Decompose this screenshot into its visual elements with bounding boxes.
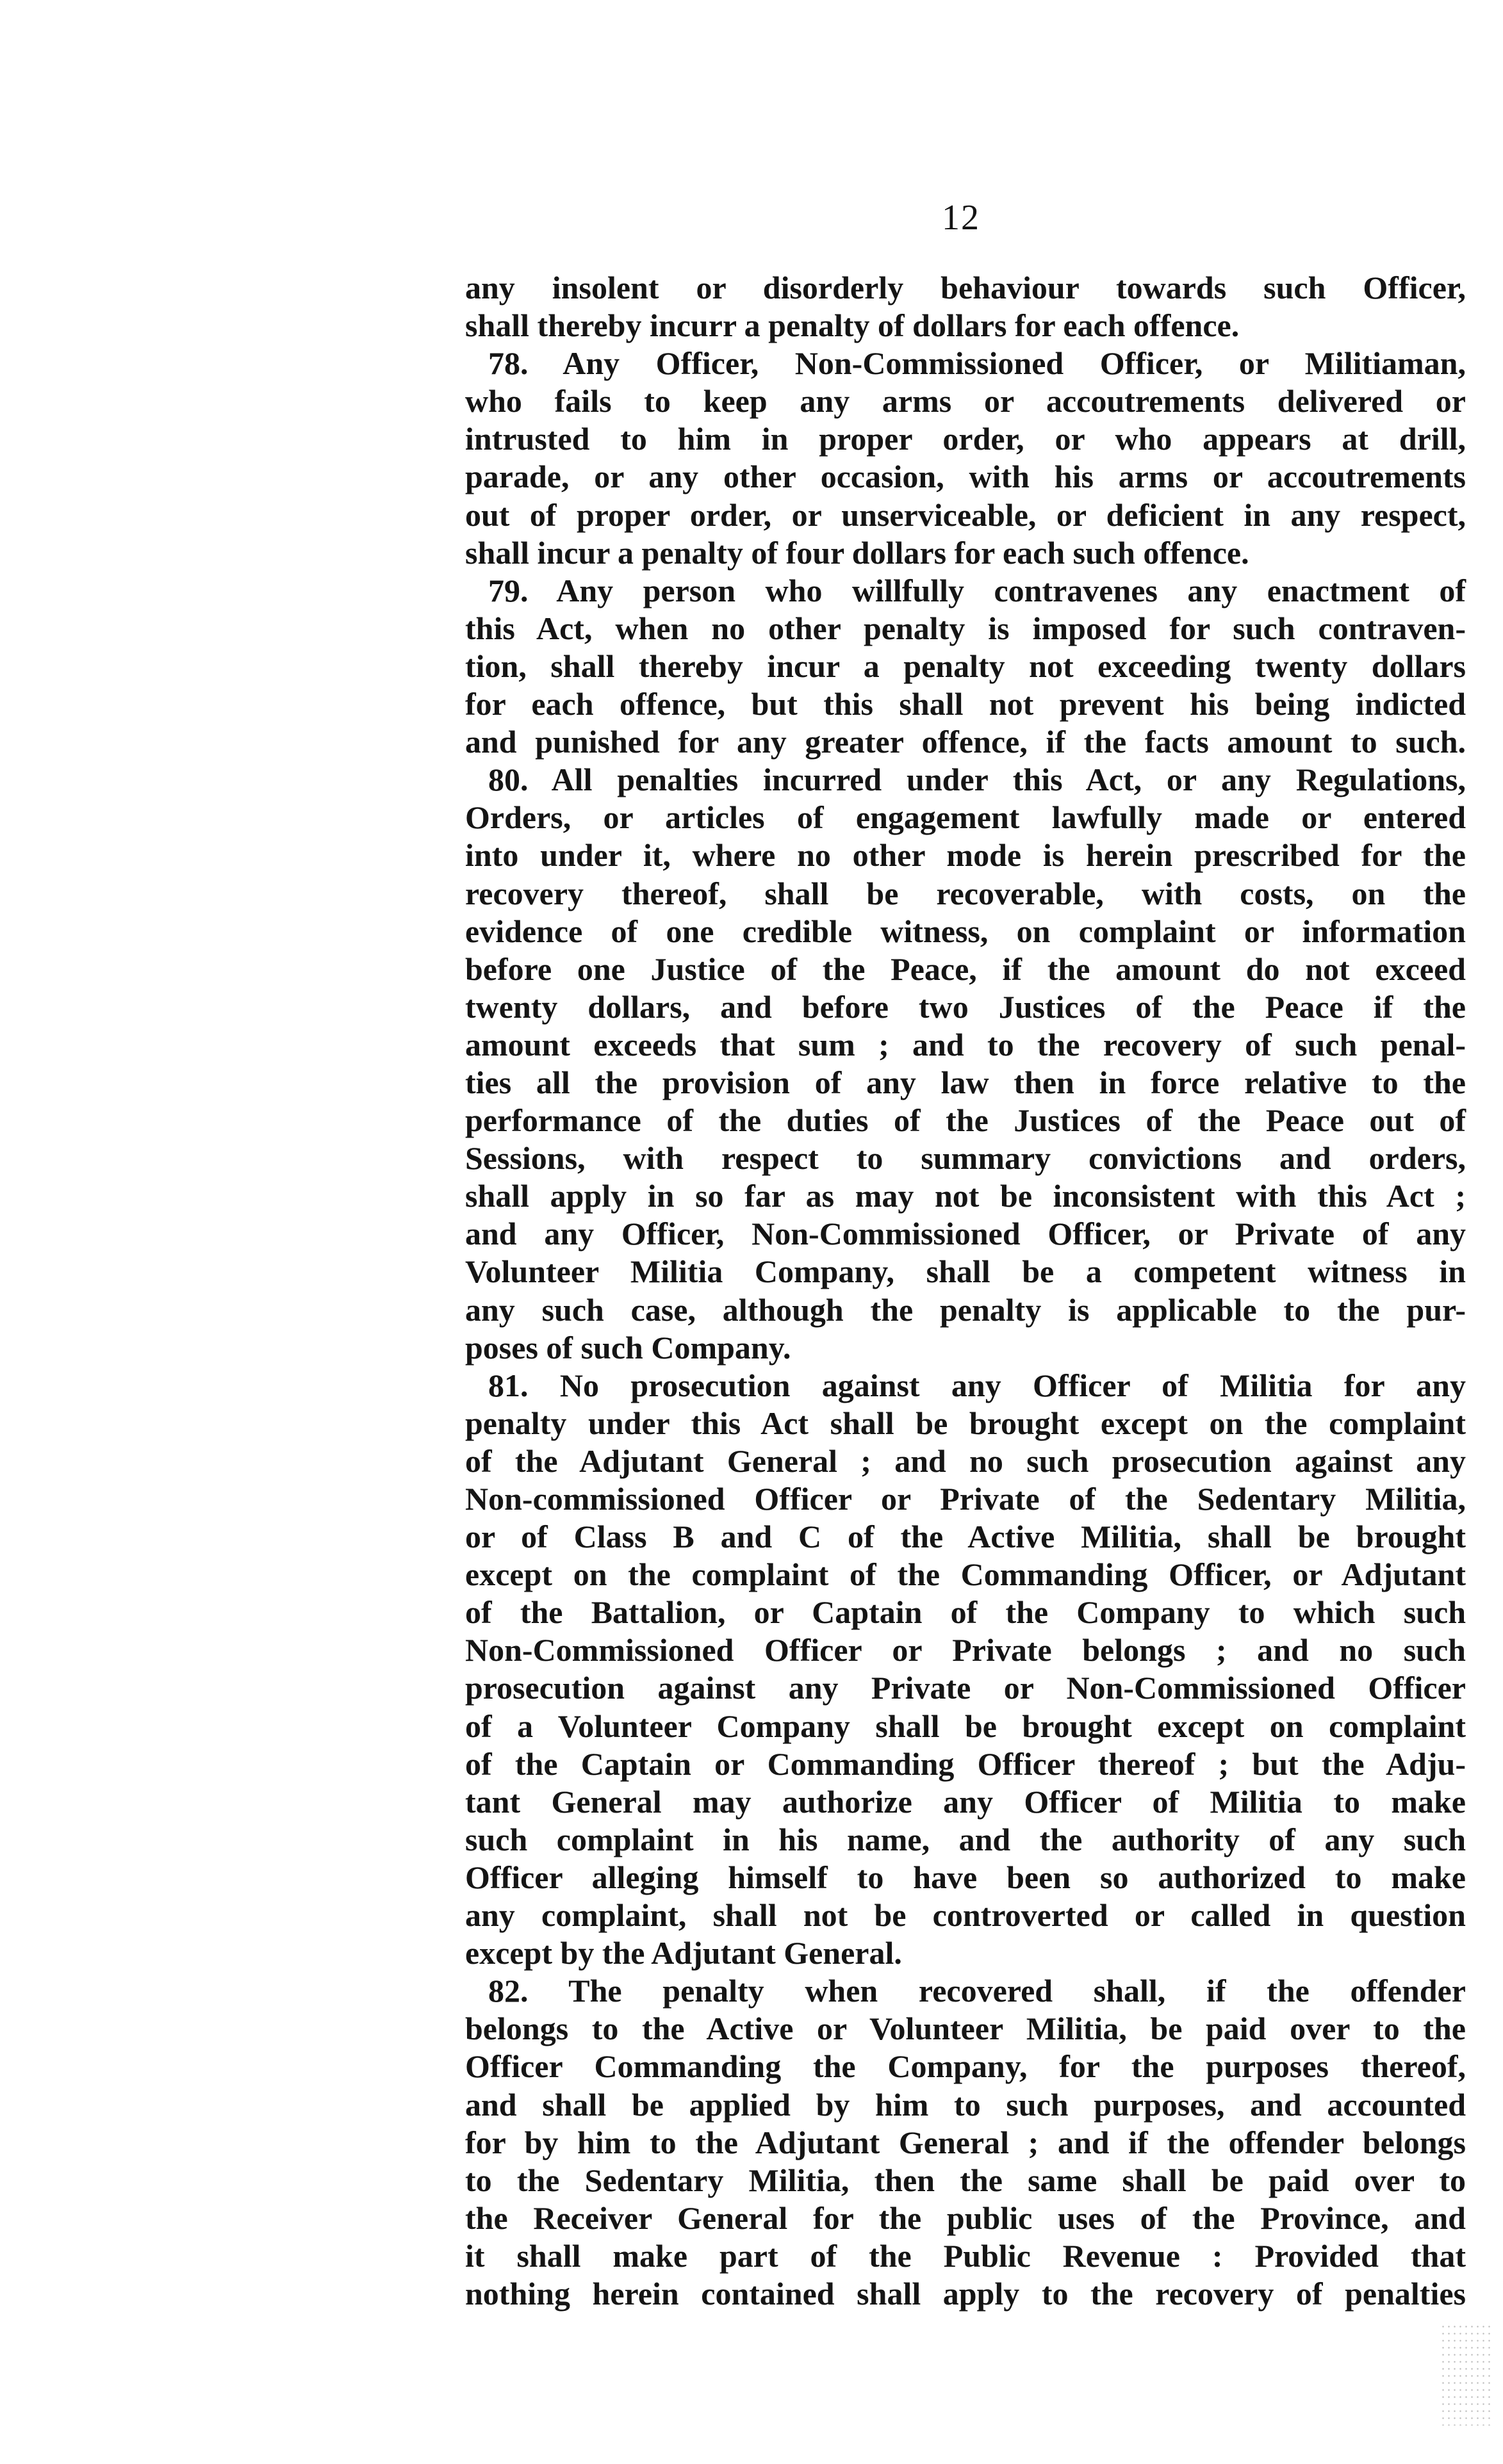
text-line: out of proper order, or unserviceable, or deficient in any respect, [465, 496, 1466, 533]
text-line: except on the complaint of the Commanding Officer, or Adjutant [465, 1556, 1466, 1593]
text-line: Non-Commissioned Officer or Private belongs ; and no such [465, 1632, 1466, 1669]
section-82-start: 82. The penalty when recovered shall, if the offender [488, 1973, 1466, 2009]
text-line: this Act, when no other penalty is imposed for such contraven- [465, 610, 1466, 646]
text-line: twenty dollars, and before two Justices of the Peace if the [465, 988, 1466, 1025]
text-line: of the Battalion, or Captain of the Company to which such [465, 1594, 1466, 1631]
text-line: for each offence, but this shall not prevent his being indicted [465, 686, 1466, 722]
text-line: to the Sedentary Militia, then the same shall be paid over to [465, 2162, 1466, 2198]
text-line: and any Officer, Non-Commissioned Officer, or Private of any [465, 1216, 1466, 1252]
text-line: belongs to the Active or Volunteer Militia, be paid over to the [465, 2011, 1466, 2047]
text-line: amount exceeds that sum ; and to the recovery of such penal- [465, 1026, 1466, 1063]
text-line: ties all the provision of any law then in force relative to the [465, 1064, 1466, 1100]
text-line: who fails to keep any arms or accoutrements delivered or [465, 383, 1466, 420]
section-79-start: 79. Any person who willfully contravenes any enactment of [488, 572, 1466, 608]
text-line: of the Captain or Commanding Officer thereof ; but the Adju- [465, 1745, 1466, 1782]
text-line: any complaint, shall not be controverted or called in question [465, 1897, 1466, 1934]
text-line: Orders, or articles of engagement lawfully made or entered [465, 799, 1466, 836]
text-line: parade, or any other occasion, with his arms or accoutrements [465, 459, 1466, 495]
text-line: shall apply in so far as may not be inconsistent with this Act ; [465, 1178, 1466, 1214]
text-line: such complaint in his name, and the authority of any such [465, 1821, 1466, 1857]
text-line: prosecution against any Private or Non-Commissioned Officer [465, 1670, 1466, 1706]
paper-speckle-mark [1440, 2323, 1491, 2426]
text-line: Sessions, with respect to summary convictions and orders, [465, 1140, 1466, 1177]
text-line: penalty under this Act shall be brought except on the complaint [465, 1405, 1466, 1441]
text-line: tion, shall thereby incur a penalty not exceeding twenty dollars [465, 648, 1466, 684]
section-81-start: 81. No prosecution against any Officer of Militia for any [488, 1367, 1466, 1403]
section-80-start: 80. All penalties incurred under this Act, or any Regulations, [488, 762, 1466, 798]
text-line: and shall be applied by him to such purposes, and accounted [465, 2086, 1466, 2123]
text-line: Volunteer Militia Company, shall be a competent witness in [465, 1253, 1466, 1290]
section-78-start: 78. Any Officer, Non-Commissioned Officer, or Militiaman, [488, 345, 1466, 382]
text-line: poses of such Company. [465, 1329, 791, 1366]
text-line: Officer alleging himself to have been so authorized to make [465, 1859, 1466, 1895]
text-line: before one Justice of the Peace, if the amount do not exceed [465, 951, 1466, 987]
text-line: tant General may authorize any Officer of Militia to make [465, 1783, 1466, 1820]
text-line: recovery thereof, shall be recoverable, with costs, on the [465, 875, 1466, 911]
text-line: Officer Commanding the Company, for the purposes thereof, [465, 2048, 1466, 2085]
text-line: Non-commissioned Officer or Private of the Sedentary Militia, [465, 1481, 1466, 1517]
body-text [465, 269, 1466, 2313]
text-line: nothing herein contained shall apply to the recovery of penalties [465, 2275, 1466, 2312]
text-line: the Receiver General for the public uses of the Province, and [465, 2199, 1466, 2236]
page-number: 12 [942, 198, 980, 238]
text-line: shall incur a penalty of four dollars for each such offence. [465, 534, 1249, 571]
text-line: any insolent or disorderly behaviour towards such Officer, [465, 270, 1466, 306]
text-line: it shall make part of the Public Revenue : Provided that [465, 2237, 1466, 2274]
text-line: evidence of one credible witness, on complaint or information [465, 913, 1466, 949]
text-line: of the Adjutant General ; and no such prosecution against any [465, 1442, 1466, 1479]
text-line: except by the Adjutant General. [465, 1935, 902, 1971]
text-line: for by him to the Adjutant General ; and if the offender belongs [465, 2124, 1466, 2160]
text-line: or of Class B and C of the Active Militia, shall be brought [465, 1519, 1466, 1555]
text-line: intrusted to him in proper order, or who appears at drill, [465, 421, 1466, 457]
text-line: shall thereby incurr a penalty of dollars for each offence. [465, 307, 1240, 344]
text-line: into under it, where no other mode is herein prescribed for the [465, 837, 1466, 874]
text-line: performance of the duties of the Justices of the Peace out of [465, 1102, 1466, 1139]
text-line: of a Volunteer Company shall be brought except on complaint [465, 1708, 1466, 1744]
text-line: and punished for any greater offence, if the facts amount to such. [465, 724, 1466, 760]
text-line: any such case, although the penalty is applicable to the pur- [465, 1291, 1466, 1328]
